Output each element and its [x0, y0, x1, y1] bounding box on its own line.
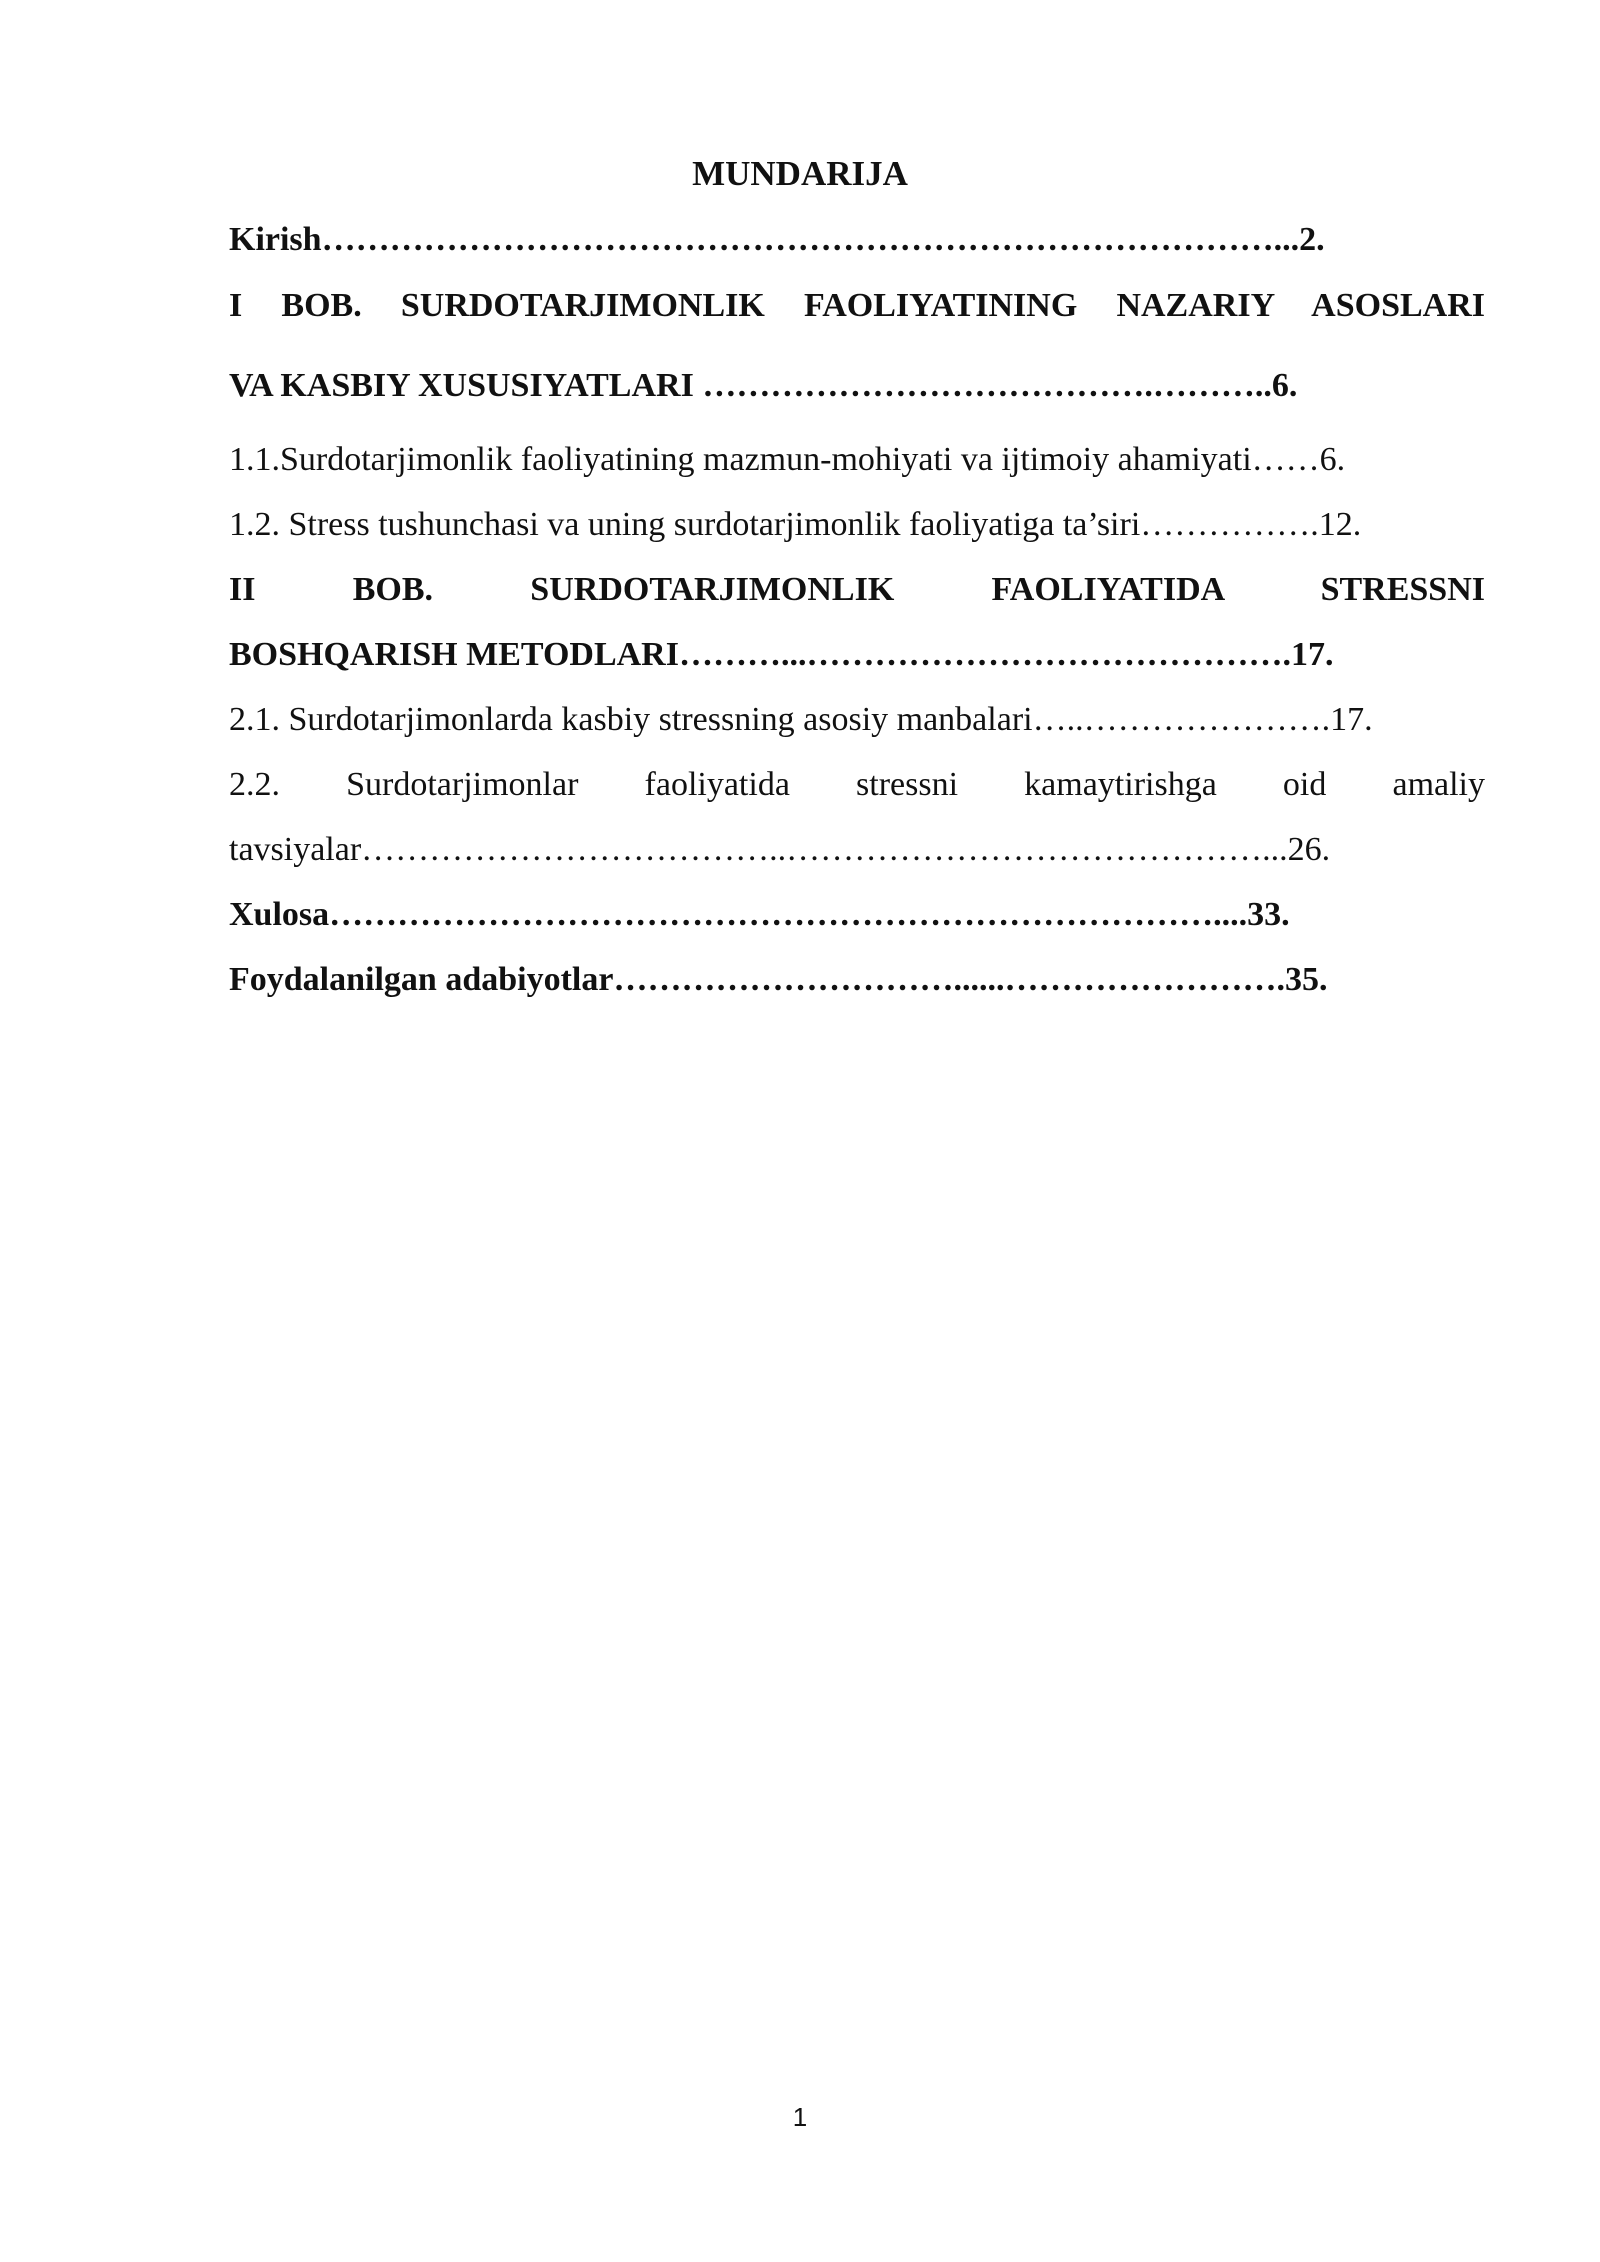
toc-entry-xulosa: Xulosa……………………………………………………………………....33.	[229, 896, 1290, 933]
toc-entry-adabiyotlar: Foydalanilgan adabiyotlar…………………………......…………………….35.	[229, 961, 1328, 998]
toc-entry-chapter-1-line-1: I BOB. SURDOTARJIMONLIK FAOLIYATINING NAZARIY ASOSLARI	[229, 287, 1485, 324]
toc-entry-section-2-2-line-1: 2.2. Surdotarjimonlar faoliyatida stressni kamaytirishga oid amaliy	[229, 766, 1485, 803]
toc-entry-chapter-2-line-1: II BOB. SURDOTARJIMONLIK FAOLIYATIDA STRESSNI	[229, 571, 1485, 608]
page-number: 1	[792, 2102, 808, 2132]
toc-entry-chapter-2-line-2: BOSHQARISH METODLARI………...…………………………………….17.	[229, 636, 1334, 673]
toc-entry-kirish: Kirish…………………………………………………………………………...2.	[229, 221, 1325, 258]
toc-title: MUNDARIJA	[692, 154, 908, 193]
toc-entry-section-2-1: 2.1. Surdotarjimonlarda kasbiy stressning asosiy manbalari…..………………….17.	[229, 701, 1373, 738]
toc-entry-section-1-1: 1.1.Surdotarjimonlik faoliyatining mazmun-mohiyati va ijtimoiy ahamiyati……6.	[229, 441, 1346, 478]
toc-entry-section-2-2-line-2: tavsiyalar………………………………..……………………………………...26.	[229, 831, 1331, 868]
toc-entry-section-1-2: 1.2. Stress tushunchasi va uning surdotarjimonlik faoliyatiga ta’siri…………….12.	[229, 506, 1362, 543]
toc-entry-chapter-1-line-2: VA KASBIY XUSUSIYATLARI ………………………………….………..6.	[229, 367, 1298, 404]
